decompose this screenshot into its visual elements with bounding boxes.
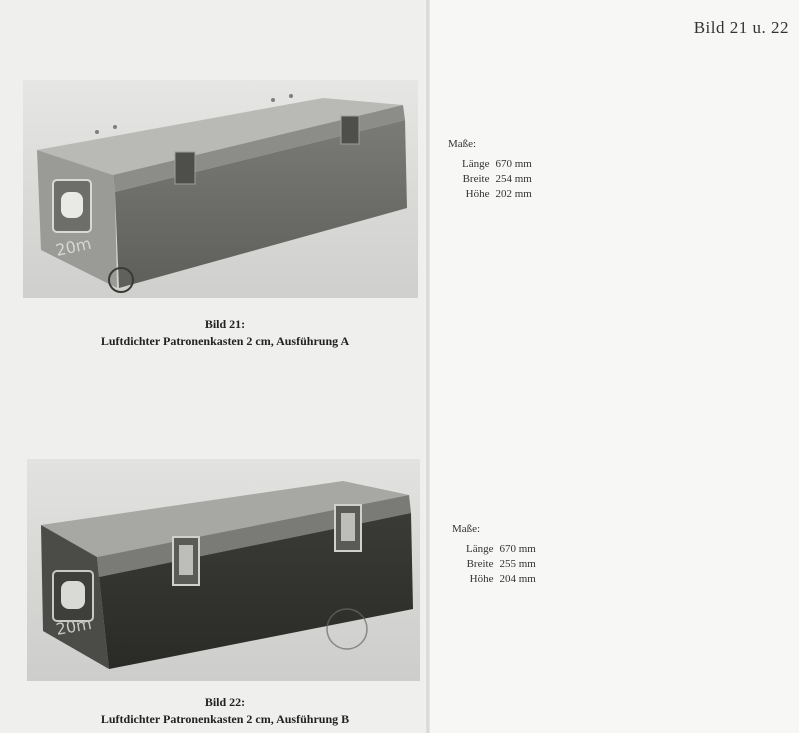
figure-22-number: Bild 22: xyxy=(204,695,246,709)
photo-ammo-box-b xyxy=(27,459,420,681)
photo-ammo-box-a xyxy=(23,80,418,298)
dimensions-title: Maße: xyxy=(452,523,481,535)
figure-21-number: Bild 21: xyxy=(204,317,246,331)
box-b-marking: 20m xyxy=(54,613,94,639)
dimension-value: 202 mm xyxy=(495,188,532,200)
dimensions-table xyxy=(466,542,536,587)
dimension-value: 670 mm xyxy=(495,158,532,170)
dimension-row xyxy=(462,172,532,187)
dimension-label: Länge xyxy=(462,158,490,170)
dimensions-title: Maße: xyxy=(448,138,477,150)
page-fold xyxy=(426,0,430,733)
dimension-row xyxy=(466,542,536,557)
figure-22-title: Luftdichter Patronenkasten 2 cm, Ausführung B xyxy=(100,712,350,726)
dimension-label: Breite xyxy=(462,173,490,185)
figure-22-dimensions xyxy=(452,523,536,587)
figure-21-dimensions xyxy=(448,138,532,202)
figure-21-caption xyxy=(40,316,410,350)
dimension-value: 204 mm xyxy=(499,573,536,585)
page-header: Bild 21 u. 22 xyxy=(693,18,789,37)
dimension-label: Länge xyxy=(466,543,494,555)
right-page xyxy=(428,0,799,733)
dimension-value: 255 mm xyxy=(499,558,536,570)
dimensions-table xyxy=(462,157,532,202)
dimension-row xyxy=(462,157,532,172)
figure-22-caption xyxy=(40,694,410,728)
dimension-label: Breite xyxy=(466,558,494,570)
dimension-row xyxy=(466,572,536,587)
dimension-row xyxy=(466,557,536,572)
dimension-value: 670 mm xyxy=(499,543,536,555)
dimension-label: Höhe xyxy=(469,573,494,585)
dimension-value: 254 mm xyxy=(495,173,532,185)
dimension-label: Höhe xyxy=(465,188,490,200)
figure-21-title: Luftdichter Patronenkasten 2 cm, Ausführung A xyxy=(100,334,350,348)
dimension-row xyxy=(462,187,532,202)
box-a-marking: 20m xyxy=(53,233,93,260)
